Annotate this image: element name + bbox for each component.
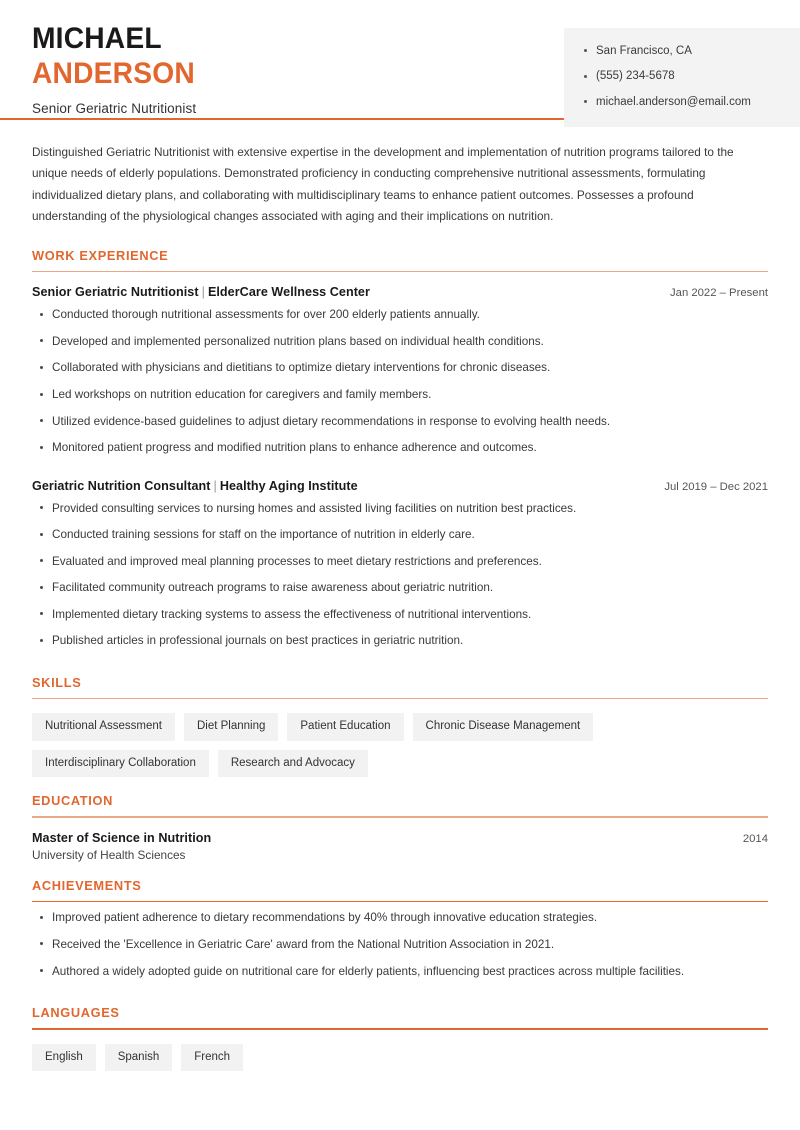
work-date-range: Jul 2019 – Dec 2021 [664,480,768,493]
work-entry-title [32,285,370,299]
work-bullet-list [32,500,768,659]
title-separator: | [201,285,205,300]
list-item: Conducted training sessions for staff on the importance of nutrition in elderly care. [32,526,768,553]
list-item: Improved patient adherence to dietary recommendations by 40% through innovative education strategies. [32,909,768,936]
list-item: Utilized evidence-based guidelines to adjust dietary recommendations in response to evolving health needs. [32,413,768,440]
list-item: Implemented dietary tracking systems to assess the effectiveness of nutritional interventions. [32,606,768,633]
list-item: Evaluated and improved meal planning processes to meet dietary restrictions and preferences. [32,553,768,580]
list-item: Facilitated community outreach programs to raise awareness about geriatric nutrition. [32,579,768,606]
education-entry [32,818,768,862]
list-item: Monitored patient progress and modified nutrition plans to enhance adherence and outcomes. [32,439,768,466]
work-role: Senior Geriatric Nutritionist [32,285,199,300]
section-title-skills: SKILLS [32,674,82,690]
list-item: Published articles in professional journals on best practices in geriatric nutrition. [32,632,768,659]
last-name: ANDERSON [32,56,195,90]
contact-list [564,38,800,115]
section-divider [32,901,768,903]
work-entry-title [32,479,358,493]
section-education [32,777,768,862]
resume-header [0,0,800,118]
skill-chip: Patient Education [287,713,403,741]
contact-location: San Francisco, CA [584,38,786,64]
skill-chip: Interdisciplinary Collaboration [32,750,209,778]
list-item: Developed and implemented personalized nutrition plans based on individual health conditions. [32,333,768,360]
contact-info-box [564,28,800,127]
work-role: Geriatric Nutrition Consultant [32,478,211,493]
first-name: MICHAEL [32,22,162,55]
section-title-education: EDUCATION [32,793,113,809]
contact-phone[interactable]: (555) 234-5678 [584,64,786,90]
work-company: Healthy Aging Institute [219,478,358,493]
skill-chip: Nutritional Assessment [32,713,175,741]
list-item: Led workshops on nutrition education for caregivers and family members. [32,386,768,413]
education-entry-header [32,831,768,845]
work-bullet-list [32,306,768,465]
work-entry-header [32,285,768,299]
list-item: Conducted thorough nutritional assessments for over 200 elderly patients annually. [32,306,768,333]
language-chip: English [32,1044,96,1072]
list-item: Received the 'Excellence in Geriatric Care' award from the National Nutrition Association in 2021. [32,936,768,963]
section-title-languages: LANGUAGES [32,1005,120,1021]
language-chip: Spanish [105,1044,173,1072]
language-chip: French [181,1044,243,1072]
skill-chip: Research and Advocacy [218,750,368,778]
professional-summary: Distinguished Geriatric Nutritionist with extensive expertise in the development and implementation of nutrition programs tailored to the unique needs of elderly populations. Demonstrated proficiency in conducting comprehensive nutritional assessments, formulating individualized dietary plans, and collaborating with multidisciplinary teams to enhance patient outcomes. Possesses a profound understanding of the physiological changes associated with aging and their implications on nutrition. [32,145,734,224]
education-date: 2014 [742,832,768,845]
professional-title: Senior Geriatric Nutritionist [32,100,197,116]
work-entry [32,466,768,659]
title-separator: | [213,478,217,493]
work-entry [32,272,768,465]
skill-chip: Chronic Disease Management [413,713,594,741]
list-item: Collaborated with physicians and dietitians to optimize dietary interventions for chronic diseases. [32,359,768,386]
work-company: ElderCare Wellness Center [207,285,370,300]
list-item: Provided consulting services to nursing homes and assisted living facilities on nutrition best practices. [32,500,768,527]
identity-block [32,22,502,116]
section-skills [32,659,768,778]
section-title-work-experience: WORK EXPERIENCE [32,247,169,263]
education-institution: University of Health Sciences [32,847,186,862]
section-achievements [32,862,768,989]
section-work-experience [32,232,768,659]
work-date-range: Jan 2022 – Present [670,287,768,300]
education-degree: Master of Science in Nutrition [32,830,212,845]
resume-body [0,120,800,1071]
work-entry-header [32,479,768,493]
section-languages [32,989,768,1071]
contact-email[interactable]: michael.anderson@email.com [584,89,786,115]
skills-chip-list [32,699,768,777]
languages-chip-list [32,1030,768,1072]
achievements-list [32,909,768,989]
section-title-achievements: ACHIEVEMENTS [32,877,142,893]
skill-chip: Diet Planning [184,713,278,741]
list-item: Authored a widely adopted guide on nutritional care for elderly patients, influencing best practices across multiple facilities. [32,963,768,990]
